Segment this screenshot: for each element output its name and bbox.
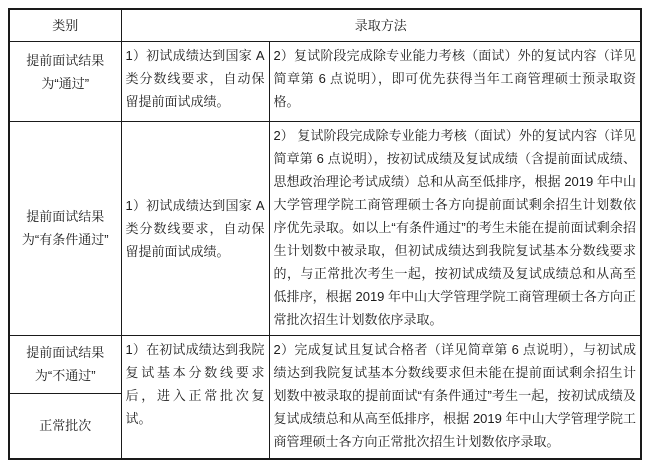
row-normal-batch-category-cell: 正常批次 bbox=[9, 393, 121, 459]
row-conditional-method1-cell: 1）初试成绩达到国家 A 类分数线要求，自动保留提前面试成绩。 bbox=[121, 121, 269, 335]
table-header-row bbox=[9, 9, 641, 41]
table-row-pass bbox=[9, 41, 641, 121]
header-method-cell: 录取方法 bbox=[121, 9, 641, 41]
row-fail-category-cell: 提前面试结果为“不通过” bbox=[9, 335, 121, 393]
row-normal-method1-cell: 1）在初试成绩达到我院复试基本分数线要求后，进入正常批次复试。 bbox=[121, 335, 269, 459]
row-pass-method2-cell: 2）复试阶段完成除专业能力考核（面试）外的复试内容（详见简章第 6 点说明），即可优先获得当年工商管理硕士预录取资格。 bbox=[269, 41, 641, 121]
table-row-conditional-pass bbox=[9, 121, 641, 335]
table-row-fail bbox=[9, 335, 641, 393]
row-conditional-method2-cell: 2） 复试阶段完成除专业能力考核（面试）外的复试内容（详见简章第 6 点说明），按初试成绩及复试成绩（含提前面试成绩、思想政治理论考试成绩）总和从高至低排序，根据 2019 年中山大学管理学院工商管理硕士各方向提前面试剩余招生计划数依序优先录取。如以上“有条件通过”的考生未能在提前面试剩余招生计划数中被录取，但初试成绩达到我院复试基本分数线要求的，与正常批次考生一起，按初试成绩及复试成绩总和从高至低排序，根据 2019 年中山大学管理学院工商管理硕士各方向正常批次招生计划数依序录取。 bbox=[269, 121, 641, 335]
header-category-cell: 类别 bbox=[9, 9, 121, 41]
admission-methods-table bbox=[8, 8, 642, 460]
row-pass-category-cell: 提前面试结果为“通过” bbox=[9, 41, 121, 121]
row-conditional-category-cell: 提前面试结果为“有条件通过” bbox=[9, 121, 121, 335]
row-normal-method2-cell: 2）完成复试且复试合格者（详见简章第 6 点说明），与初试成绩达到我院复试基本分数线要求但未能在提前面试剩余招生计划数中被录取的提前面试“有条件通过”考生一起，按初试成绩及复试成绩总和从高至低排序，根据 2019 年中山大学管理学院工商管理硕士各方向正常批次招生计划数依序录取。 bbox=[269, 335, 641, 459]
row-pass-method1-cell: 1）初试成绩达到国家 A 类分数线要求，自动保留提前面试成绩。 bbox=[121, 41, 269, 121]
